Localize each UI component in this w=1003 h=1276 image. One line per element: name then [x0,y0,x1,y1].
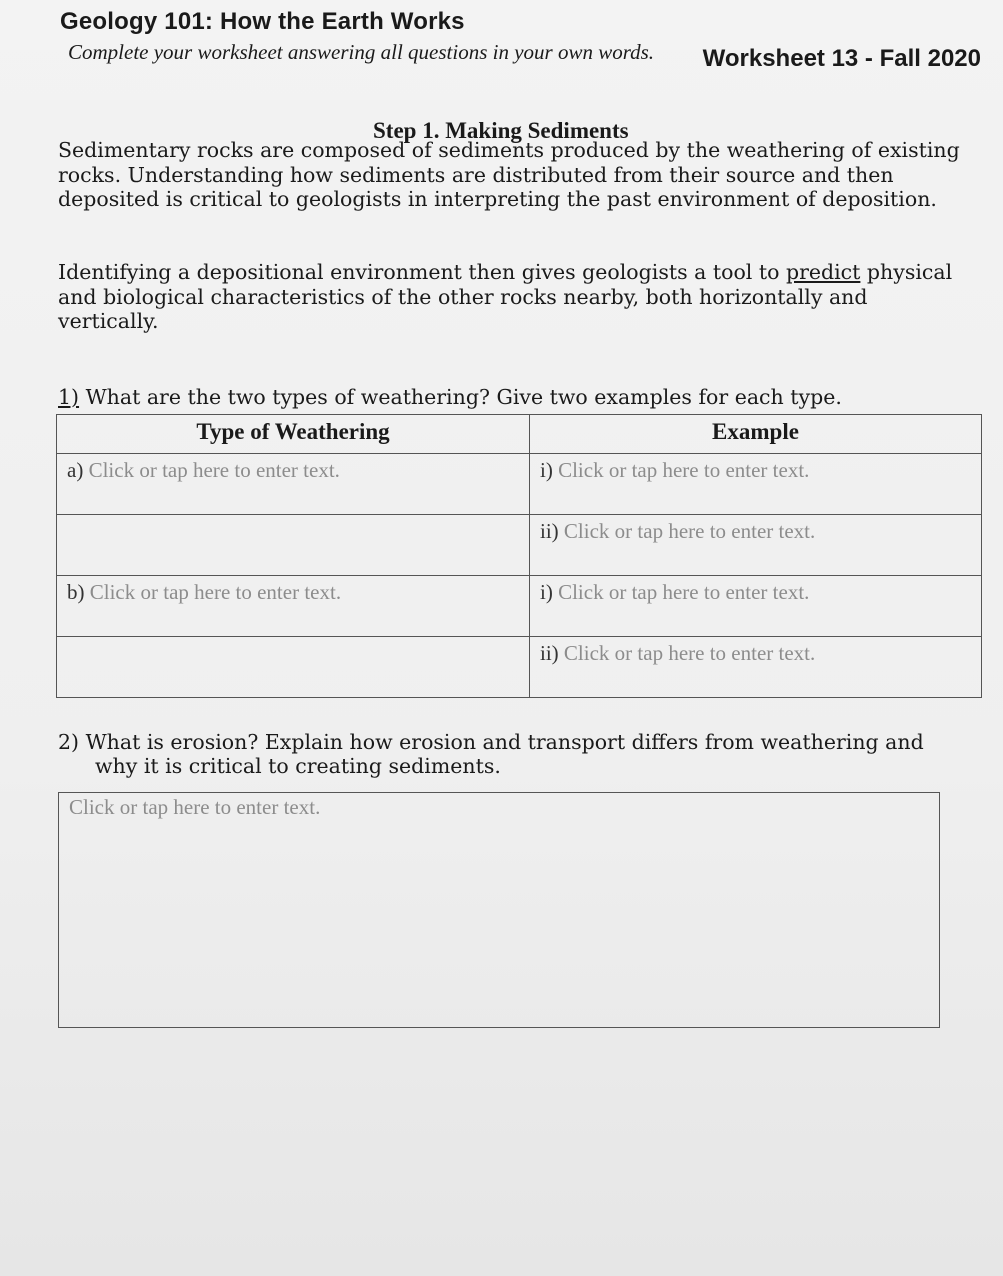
example-a-ii-field[interactable] [530,515,982,576]
weathering-table [56,414,982,698]
example-b-i-placeholder: Click or tap here to enter text. [558,580,810,604]
type-a-prefix: a) [67,458,84,482]
worksheet-id: Worksheet 13 - Fall 2020 [702,45,981,72]
type-a-blank-cell [57,515,530,576]
table-row [57,637,982,698]
table-row [57,454,982,515]
type-a-placeholder: Click or tap here to enter text. [88,458,340,482]
question-1-text: What are the two types of weathering? Give two examples for each type. [85,385,842,409]
erosion-answer-field[interactable] [58,792,940,1028]
example-b-ii-prefix: ii) [540,641,559,665]
type-of-weathering-header: Type of Weathering [57,415,530,454]
question-2-line-2: why it is critical to creating sediments. [95,754,501,778]
table-row [57,576,982,637]
example-b-ii-placeholder: Click or tap here to enter text. [563,641,816,665]
depositional-paragraph [58,260,973,334]
example-b-i-prefix: i) [540,580,553,604]
question-2-number: 2) [58,730,80,754]
example-a-i-prefix: i) [540,458,553,482]
intro-paragraph: Sedimentary rocks are composed of sediments produced by the weathering of existing rocks. Understanding how sediments are distributed from their source and then deposited is critical to geologists in interpreting the past environment of deposition. [58,138,960,211]
type-a-field[interactable] [57,454,530,515]
example-a-ii-placeholder: Click or tap here to enter text. [563,519,816,543]
question-2-line-1: What is erosion? Explain how erosion and transport differs from weathering and [85,730,924,754]
type-b-prefix: b) [67,580,85,604]
example-b-ii-field[interactable] [530,637,982,698]
course-title: Geology 101: How the Earth Works [60,8,465,35]
step-heading: Step 1. Making Sediments [373,118,629,143]
type-b-placeholder: Click or tap here to enter text. [89,580,342,604]
example-a-i-field[interactable] [530,454,982,515]
erosion-answer-placeholder: Click or tap here to enter text. [69,795,321,819]
table-header-row [57,415,982,454]
question-1 [58,385,842,409]
example-a-i-placeholder: Click or tap here to enter text. [558,458,810,482]
type-b-field[interactable] [57,576,530,637]
type-b-blank-cell [57,637,530,698]
question-1-number: 1) [58,385,80,409]
header [60,8,654,65]
example-a-ii-prefix: ii) [540,519,559,543]
table-row [57,515,982,576]
question-2 [58,730,938,778]
predict-underlined-word: predict [785,260,861,284]
para2-text-end: physical and biological characteristics of the other rocks nearby, both horizontally and vertically. [58,260,953,333]
example-b-i-field[interactable] [530,576,982,637]
example-header: Example [530,415,982,454]
instructions-subtitle: Complete your worksheet answering all questions in your own words. [68,40,655,64]
para2-text-start: Identifying a depositional environment then gives geologists a tool to [58,260,786,284]
